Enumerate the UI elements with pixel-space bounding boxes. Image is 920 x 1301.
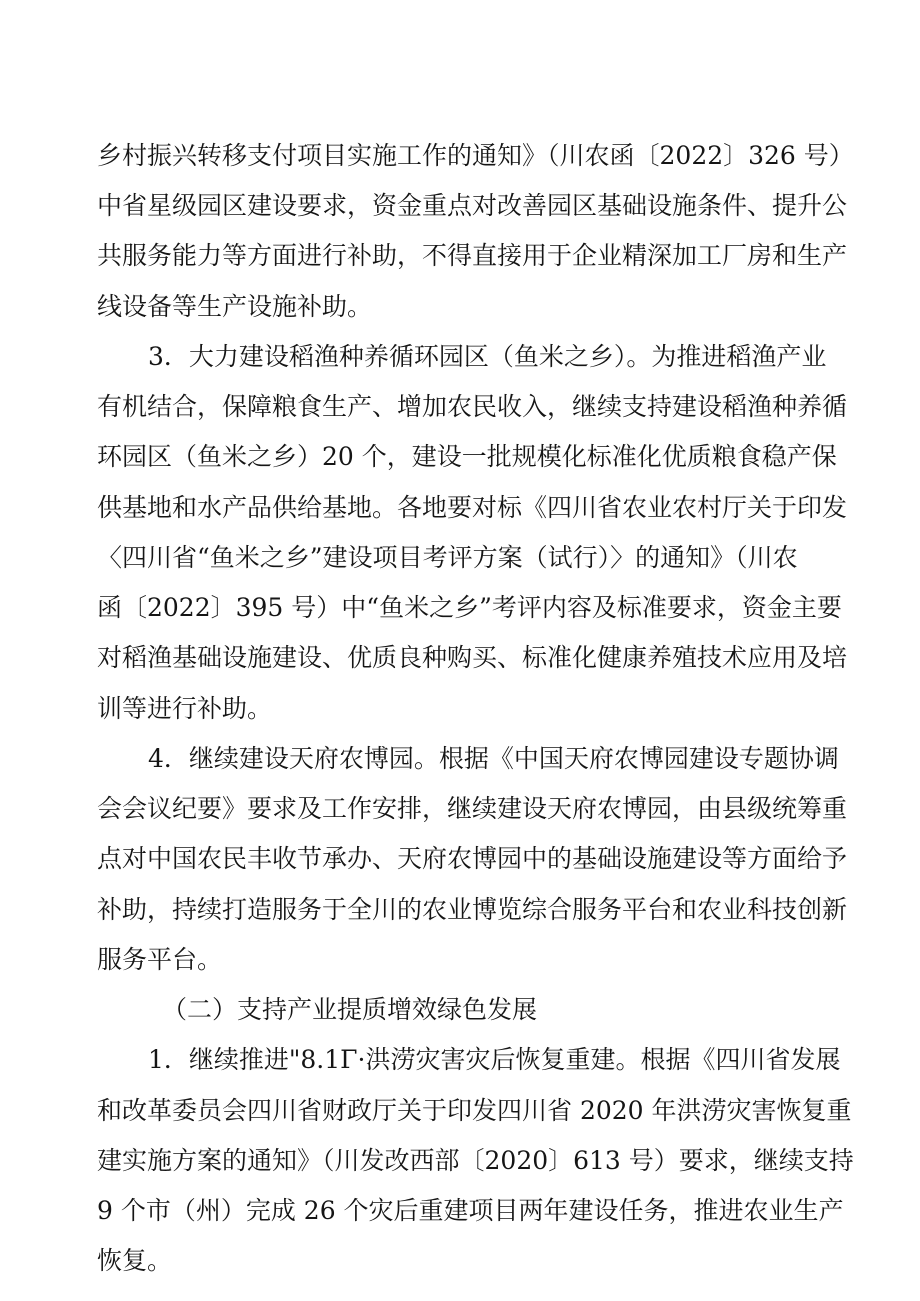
section-heading: （二）支持产业提质增效绿色发展 [162,995,538,1024]
paragraph-line: 供基地和水产品供给基地。各地要对标《四川省农业农村厅关于印发 [97,493,848,522]
paragraph-line: 中省星级园区建设要求，资金重点对改善园区基础设施条件、提升公 [97,191,848,220]
paragraph-line: 补助，持续打造服务于全川的农业博览综合服务平台和农业科技创新 [97,895,848,924]
paragraph-line: 会会议纪要》要求及工作安排，继续建设天府农博园，由县级统筹重 [97,794,848,823]
paragraph-line: 服务平台。 [97,945,223,974]
paragraph-line: 和改革委员会四川省财政厅关于印发四川省 2020 年洪涝灾害恢复重 [97,1096,852,1125]
paragraph-line: 训等进行补助。 [97,694,273,723]
paragraph-line: 建实施方案的通知》（川发改西部〔2020〕613 号）要求，继续支持 [97,1146,854,1175]
paragraph-line: 线设备等生产设施补助。 [97,292,373,321]
paragraph-line: 环园区（鱼米之乡）20 个，建设一批规模化标准化优质粮食稳产保 [97,442,837,471]
paragraph-line: 3．大力建设稻渔种养循环园区（鱼米之乡）。为推进稻渔产业 [148,342,827,371]
paragraph-line: 恢复。 [97,1246,173,1275]
paragraph-line: 〈四川省“鱼米之乡”建设项目考评方案（试行）〉的通知》（川农 [97,543,798,572]
paragraph-line: 乡村振兴转移支付项目实施工作的通知》（川农函〔2022〕326 号） [97,141,854,170]
paragraph-line: 1．继续推进"8.1Γ·洪涝灾害灾后恢复重建。根据《四川省发展 [148,1045,841,1074]
paragraph-line: 对稻渔基础设施建设、优质良种购买、标准化健康养殖技术应用及培 [97,643,848,672]
paragraph-line: 9 个市（州）完成 26 个灾后重建项目两年建设任务，推进农业生产 [97,1196,844,1225]
paragraph-line: 点对中国农民丰收节承办、天府农博园中的基础设施建设等方面给予 [97,844,848,873]
paragraph-line: 4．继续建设天府农博园。根据《中国天府农博园建设专题协调 [148,744,839,773]
paragraph-line: 函〔2022〕395 号）中“鱼米之乡”考评内容及标准要求，资金主要 [97,593,842,622]
paragraph-line: 有机结合，保障粮食生产、增加农民收入，继续支持建设稻渔种养循 [97,392,848,421]
paragraph-line: 共服务能力等方面进行补助，不得直接用于企业精深加工厂房和生产 [97,241,848,270]
